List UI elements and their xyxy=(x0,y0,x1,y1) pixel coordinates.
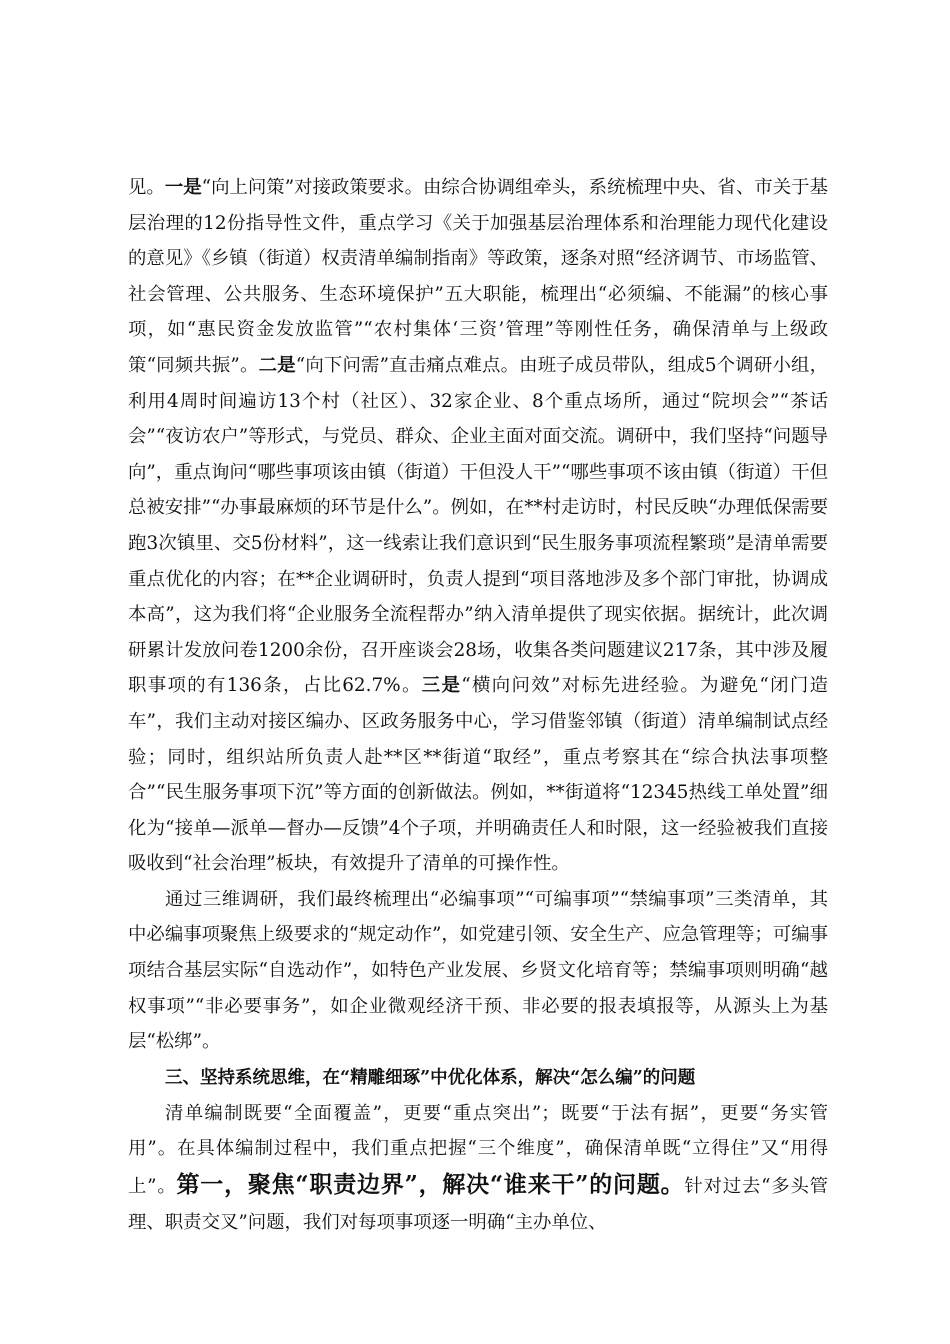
text-run: 针对过去“多头管理、职责交叉”问题，我们对每项事项逐一明确“主办单位、 xyxy=(128,1176,829,1233)
bold-marker-second: 二是 xyxy=(258,354,296,376)
text-run: 清单编制既要“全面覆盖”，更要“重点突出”；既要“于法有据”，更要“务实管用”。在具体编制过程中，我们重点把握“三个维度”，确保清单既“立得住”又“用得上”。 xyxy=(128,1102,828,1198)
text-run: “横向问效”对标先进经验。为避免“闭门造车”，我们主动对接区编办、区政务服务中心，学习借鉴邻镇（街道）清单编制试点经验；同时，组织站所负责人赴**区**街道“取经”，重点考察其在“综合执法事项整合”“民生服务事项下沉”等方面的创新做法。例如，**街道将“12345热线工单处置”细化为“接单—派单—督办—反馈”4个子项，并明确责任人和时限，这一经验被我们直接吸收到“社会治理”板块，有效提升了清单的可操作性。 xyxy=(128,675,828,875)
bold-marker-third: 三是 xyxy=(421,675,462,697)
section-heading-3: 三、坚持系统思维，在“精雕细琢”中优化体系，解决“怎么编”的问题 xyxy=(165,1067,696,1088)
text-run: “向上问策”对接政策要求。由综合协调组牵头，系统梳理中央、省、市关于基层治理的12份指导性文件，重点学习《关于加强基层治理体系和治理能力现代化建设的意见》《乡镇（街道）权责清单编制指南》等政策，逐条对照“经济调节、市场监管、社会管理、公共服务、生态环境保护”五大职能，梳理出“必须编、不能漏”的核心事项，如“惠民资金发放监管”“农村集体‘三资’管理”等刚性任务，确保清单与上级政策“同频共振”。 xyxy=(128,177,828,376)
bold-marker-first: 一是 xyxy=(164,177,202,198)
text-run: 见。 xyxy=(128,177,165,198)
paragraph-three-lists: 通过三维调研，我们最终梳理出“必编事项”“可编事项”“禁编事项”三类清单，其中必编事项聚焦上级要求的“规定动作”，如党建引领、安全生产、应急管理等；可编事项结合基层实际“自选动作”，如特色产业发展、乡贤文化培育等；禁编事项则明确“越权事项”“非必要事务”，如企业微观经济干预、非必要的报表填报等，从源头上为基层“松绑”。 xyxy=(128,888,828,1053)
document-body xyxy=(128,170,828,1240)
paragraph-research-approach xyxy=(128,170,828,882)
paragraph-compilation xyxy=(128,1096,828,1240)
text-run: “向下问需”直击痛点难点。由班子成员带队，组成5个调研小组，利用4周时间遍访13个村（社区）、32家企业、8个重点场所，通过“院坝会”“茶话会”“夜访农户”等形式，与党员、群众、企业主面对面交流。调研中，我们坚持“问题导向”，重点询问“哪些事项该由镇（街道）干但没人干”“哪些事项不该由镇（街道）干但总被安排”“办事最麻烦的环节是什么”。例如，在**村走访时，村民反映“办理低保需要跑3次镇里、交5份材料”，这一线索让我们意识到“民生服务事项流程繁琐”是清单需要重点优化的内容；在**企业调研时，负责人提到“项目落地涉及多个部门审批，协调成本高”，这为我们将“企业服务全流程帮办”纳入清单提供了现实依据。据统计，此次调研累计发放问卷1200余份，召开座谈会28场，收集各类问题建议217条，其中涉及履职事项的有136条，占比62.7%。 xyxy=(128,354,828,697)
emphasis-heading-first: 第一，聚焦“职责边界”，解决“谁来干”的问题。 xyxy=(176,1171,685,1199)
